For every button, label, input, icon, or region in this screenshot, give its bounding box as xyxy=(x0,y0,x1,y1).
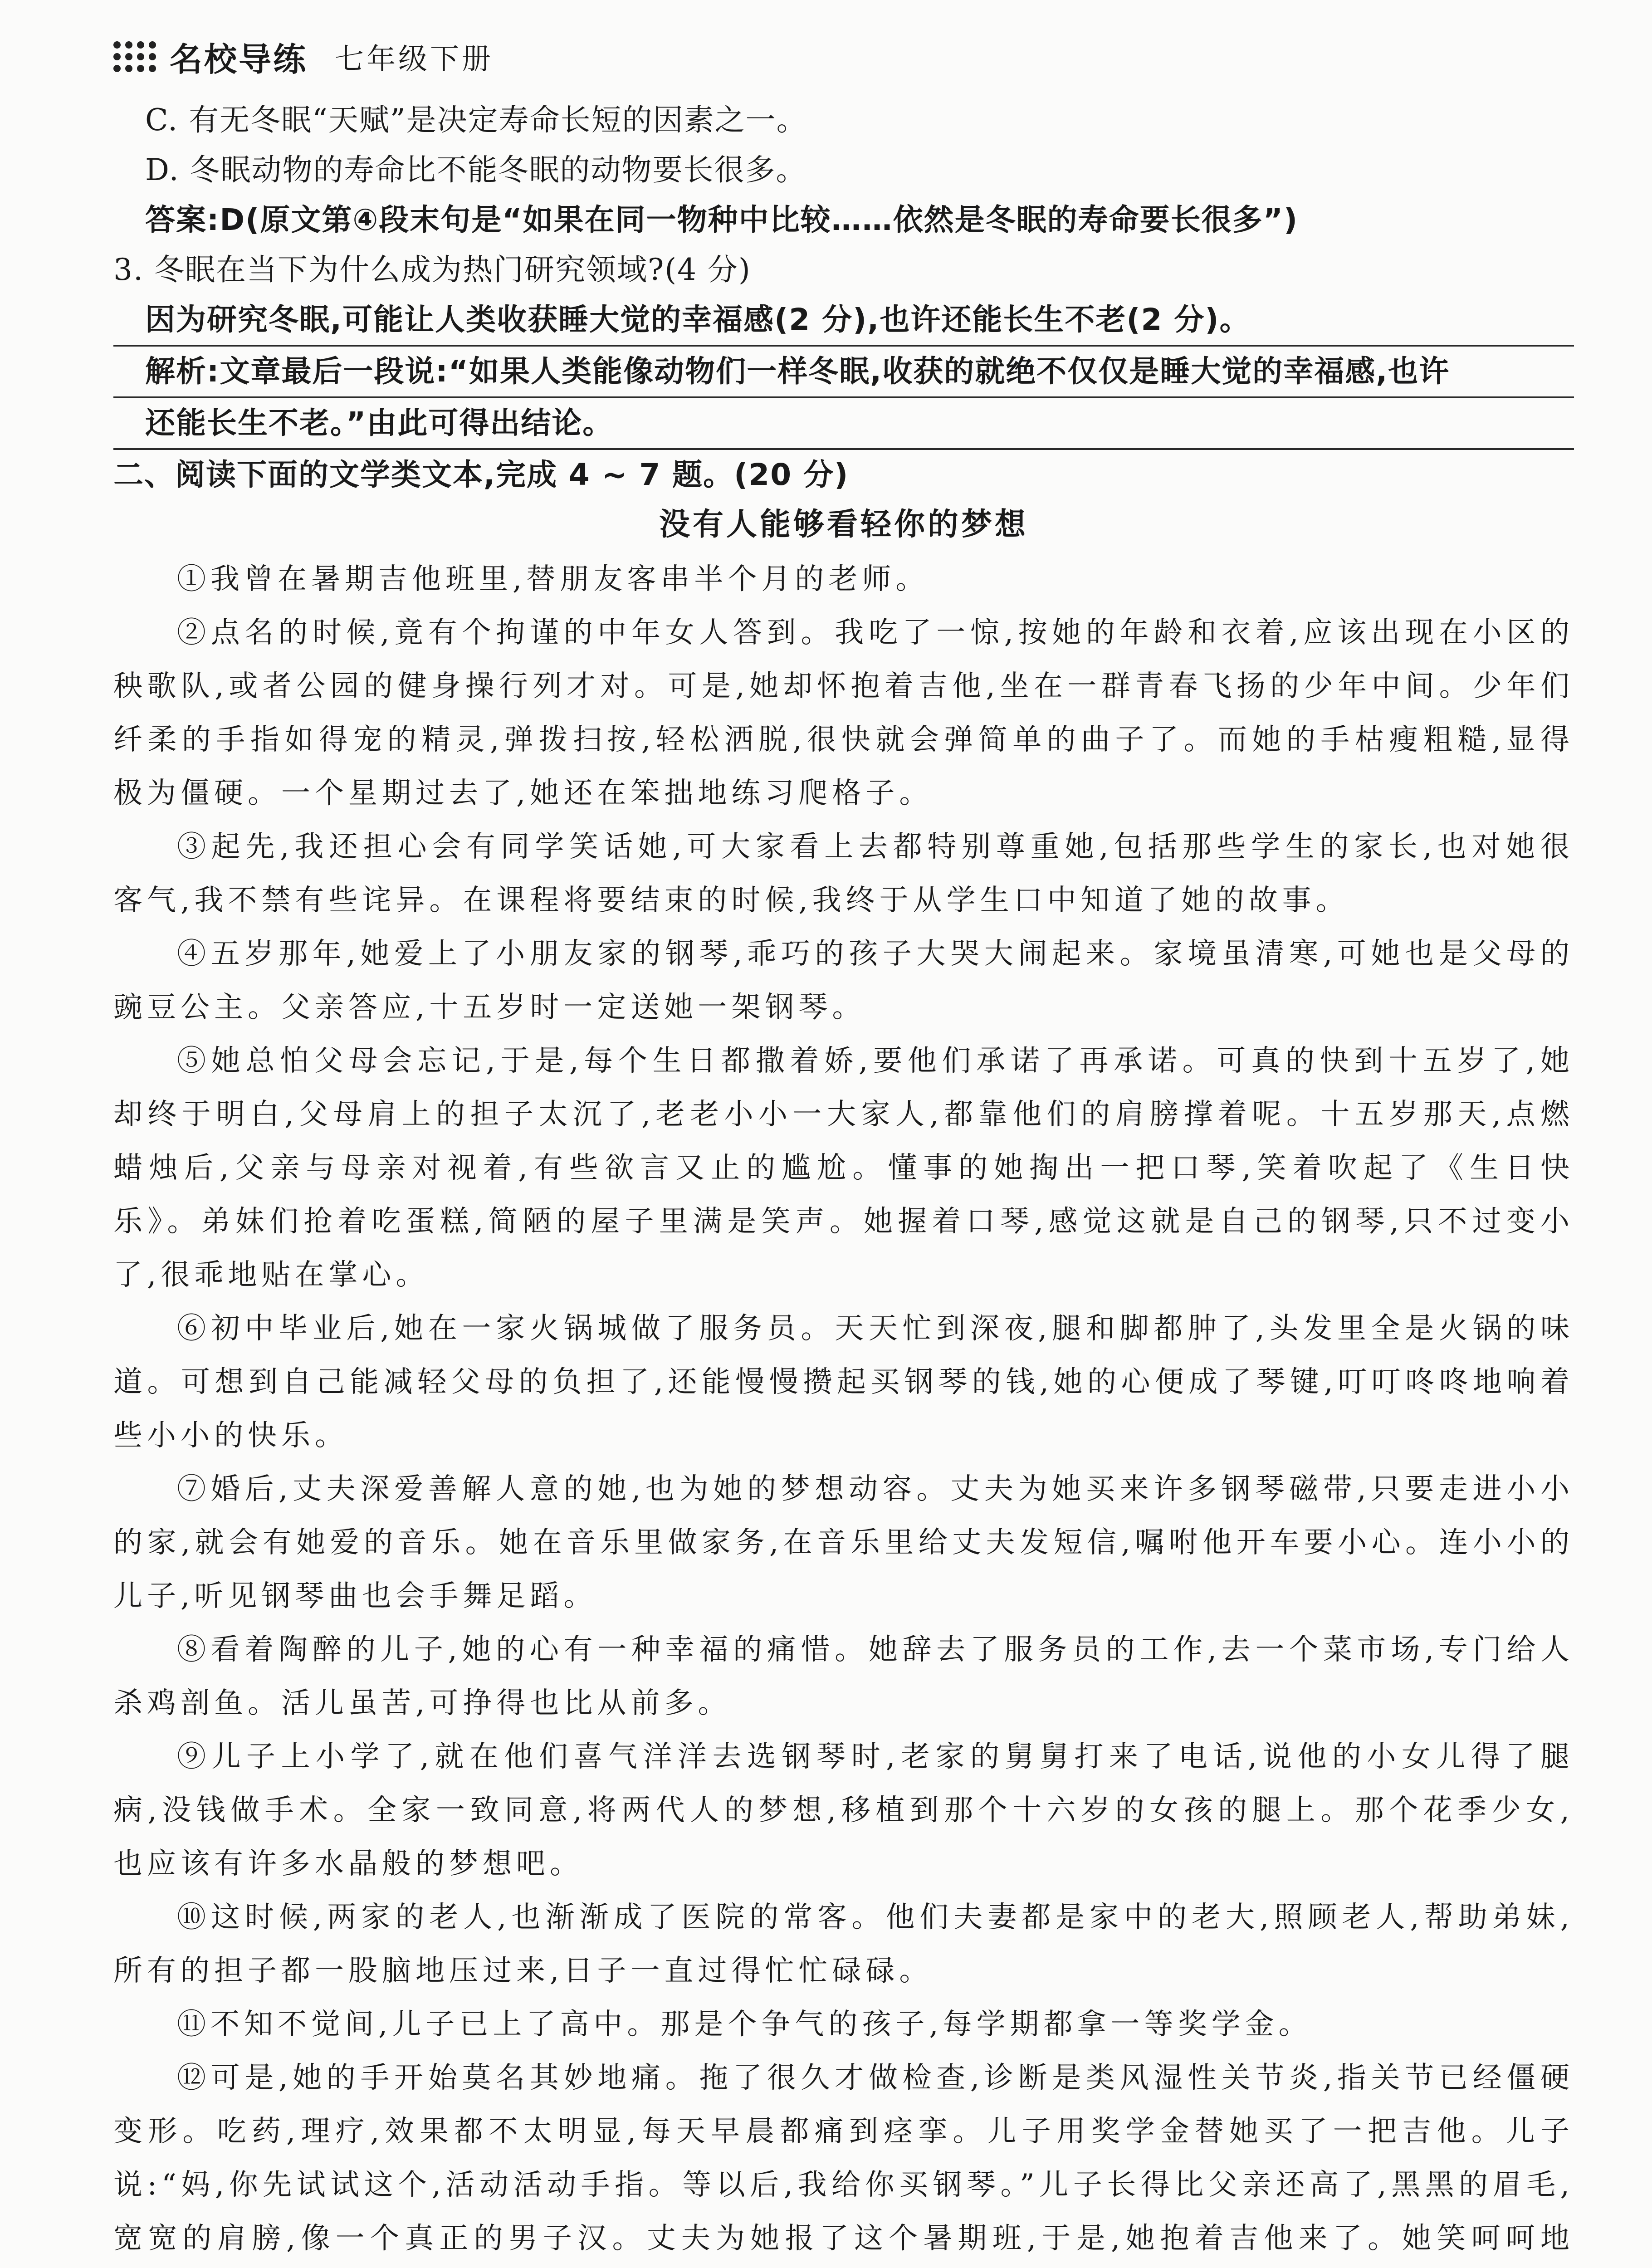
option-d: D. 冬眠动物的寿命比不能冬眠的动物要长很多。 xyxy=(145,152,807,187)
header-brand: 名校导练 xyxy=(170,40,308,78)
article-body xyxy=(113,552,1574,2268)
header-grade: 七年级下册 xyxy=(335,43,494,76)
paragraph-9: ⑨儿子上小学了,就在他们喜气洋洋去选钢琴时,老家的舅舅打来了电话,说他的小女儿得了腿病,没钱做手术。全家一致同意,将两代人的梦想,移植到那个十六岁的女孩的腿上。那个花季少女,也应该有许多水晶般的梦想吧。 xyxy=(113,1740,1574,1881)
analysis-line-2: 还能长生不老。”由此可得出结论。 xyxy=(113,398,1574,450)
paragraph-2: ②点名的时候,竟有个拘谨的中年女人答到。我吃了一惊,按她的年龄和衣着,应该出现在小区的秧歌队,或者公园的健身操行列才对。可是,她却怀抱着吉他,坐在一群青春飞扬的少年中间。少年们纤柔的手指如得宠的精灵,弹拨扫按,轻松洒脱,很快就会弹简单的曲子了。而她的手枯瘦粗糙,显得极为僵硬。一个星期过去了,她还在笨拙地练习爬格子。 xyxy=(113,616,1574,810)
paragraph-11: ⑪不知不觉间,儿子已上了高中。那是个争气的孩子,每学期都拿一等奖学金。 xyxy=(177,2008,1312,2041)
answer-q3: 因为研究冬眠,可能让人类收获睡大觉的幸福感(2 分),也许还能长生不老(2 分)。 xyxy=(113,295,1574,347)
article-title: 没有人能够看轻你的梦想 xyxy=(659,507,1028,543)
option-c: C. 有无冬眠“天赋”是决定寿命长短的因素之一。 xyxy=(145,103,807,137)
page-content xyxy=(113,95,1574,2268)
question-3: 3. 冬眠在当下为什么成为热门研究领域?(4 分) xyxy=(113,252,751,287)
paragraph-1: ①我曾在暑期吉他班里,替朋友客串半个月的老师。 xyxy=(177,562,929,596)
paragraph-3: ③起先,我还担心会有同学笑话她,可大家看上去都特别尊重她,包括那些学生的家长,也对她很客气,我不禁有些诧异。在课程将要结束的时候,我终于从学生口中知道了她的故事。 xyxy=(113,830,1574,917)
paragraph-10: ⑩这时候,两家的老人,也渐渐成了医院的常客。他们夫妻都是家中的老大,照顾老人,帮助弟妹,所有的担子都一股脑地压过来,日子一直过得忙忙碌碌。 xyxy=(113,1901,1574,1988)
page-header xyxy=(113,32,494,82)
paragraph-5: ⑤她总怕父母会忘记,于是,每个生日都撒着娇,要他们承诺了再承诺。可真的快到十五岁了,她却终于明白,父母肩上的担子太沉了,老老小小一大家人,都靠他们的肩膀撑着呢。十五岁那天,点燃蜡烛后,父亲与母亲对视着,有些欲言又止的尴尬。懂事的她掏出一把口琴,笑着吹起了《生日快乐》。弟妹们抢着吃蛋糕,简陋的屋子里满是笑声。她握着口琴,感觉这就是自己的钢琴,只不过变小了,很乖地贴在掌心。 xyxy=(113,1044,1574,1292)
paragraph-12: ⑫可是,她的手开始莫名其妙地痛。拖了很久才做检查,诊断是类风湿性关节炎,指关节已经僵硬变形。吃药,理疗,效果都不太明显,每天早晨都痛到痉挛。儿子用奖学金替她买了一把吉他。儿子说:“妈,你先试试这个,活动活动手指。等以后,我给你买钢琴。”儿子长得比父亲还高了,黑黑的眉毛,宽宽的肩膀,像一个真正的男子汉。丈夫为她报了这个暑期班,于是,她抱着吉他来了。她笑呵呵地 xyxy=(113,2061,1574,2255)
paragraph-6: ⑥初中毕业后,她在一家火锅城做了服务员。天天忙到深夜,腿和脚都肿了,头发里全是火锅的味道。可想到自己能减轻父母的负担了,还能慢慢攒起买钢琴的钱,她的心便成了琴键,叮叮咚咚地响着些小小的快乐。 xyxy=(113,1312,1574,1452)
paragraph-8: ⑧看着陶醉的儿子,她的心有一种幸福的痛惜。她辞去了服务员的工作,去一个菜市场,专门给人杀鸡剖鱼。活儿虽苦,可挣得也比从前多。 xyxy=(113,1633,1574,1720)
paragraph-4: ④五岁那年,她爱上了小朋友家的钢琴,乖巧的孩子大哭大闹起来。家境虽清寒,可她也是父母的豌豆公主。父亲答应,十五岁时一定送她一架钢琴。 xyxy=(113,937,1574,1024)
paragraph-7: ⑦婚后,丈夫深爱善解人意的她,也为她的梦想动容。丈夫为她买来许多钢琴磁带,只要走进小小的家,就会有她爱的音乐。她在音乐里做家务,在音乐里给丈夫发短信,嘱咐他开车要小心。连小小的儿子,听见钢琴曲也会手舞足蹈。 xyxy=(113,1472,1574,1613)
section-2-heading: 二、阅读下面的文学类文本,完成 4 ~ 7 题。(20 分) xyxy=(113,457,849,492)
answer-q2: 答案:D(原文第④段末句是“如果在同一物种中比较……依然是冬眠的寿命要长很多”) xyxy=(145,202,1299,237)
analysis-line-1: 解析:文章最后一段说:“如果人类能像动物们一样冬眠,收获的就绝不仅仅是睡大觉的幸福感,也许 xyxy=(113,347,1574,398)
header-dots-icon xyxy=(113,41,156,72)
